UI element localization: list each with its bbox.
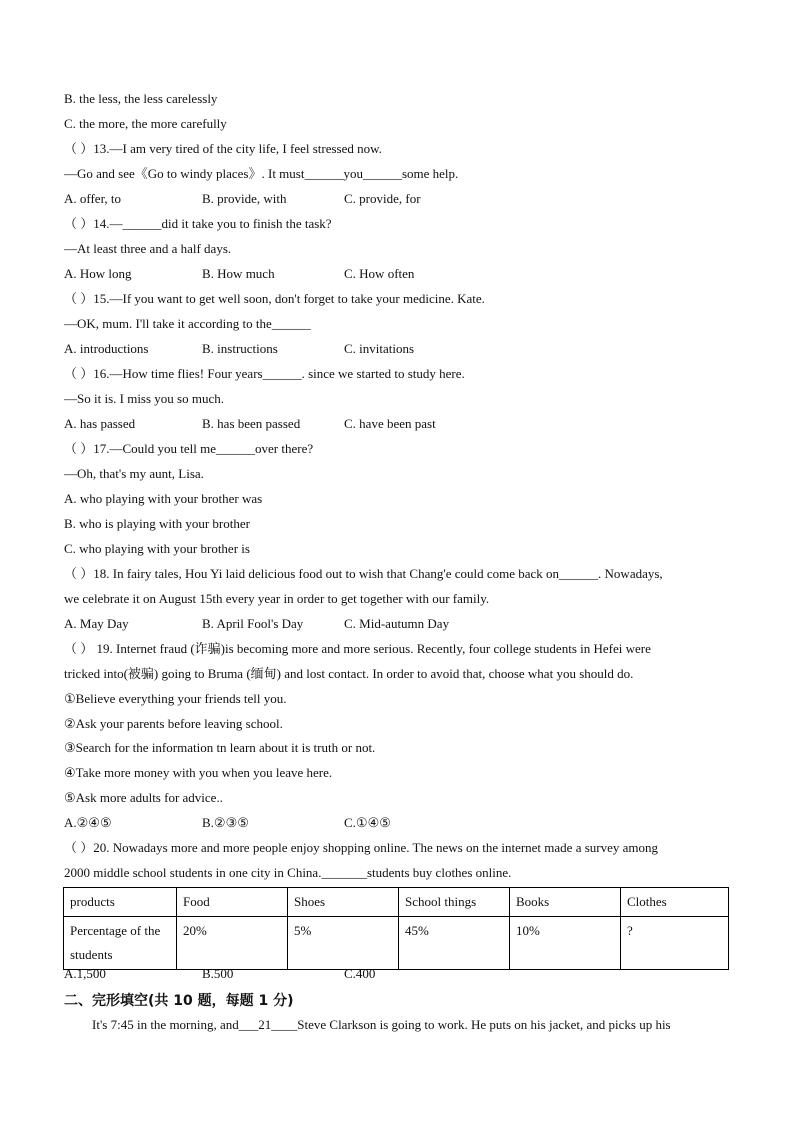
option-c-q12: C. the more, the more carefully — [64, 116, 227, 131]
option-b: B. April Fool's Day — [202, 616, 304, 631]
option-a: A. has passed — [64, 416, 136, 431]
option-a: A. introductions — [64, 341, 149, 356]
question-15: （ ）15.—If you want to get well soon, don't forget to take your medicine. Kate. — [64, 291, 485, 306]
table-header-cell: products — [64, 888, 177, 917]
option-b: B. How much — [202, 266, 275, 281]
question-13-reply: —Go and see《Go to windy places》. It must______you______some help. — [64, 166, 459, 181]
options-q20 — [64, 963, 730, 985]
option-c: C.400 — [344, 966, 376, 981]
option-b-q17: B. who is playing with your brother — [64, 516, 250, 531]
options-q19 — [64, 812, 730, 834]
choice-1: ①Believe everything your friends tell you. — [64, 691, 287, 706]
option-a: A.②④⑤ — [64, 815, 112, 830]
question-14-reply: —At least three and a half days. — [64, 241, 232, 256]
option-b: B.500 — [202, 966, 234, 981]
option-c: C. Mid-autumn Day — [344, 616, 450, 631]
question-19-cont: tricked into(被骗) going to Bruma (缅甸) and lost contact. In order to avoid that, choose what you should do. — [64, 666, 634, 681]
question-15-reply: —OK, mum. I'll take it according to the______ — [64, 316, 311, 331]
question-18: （ ）18. In fairy tales, Hou Yi laid delicious food out to wish that Chang'e could come back on______. Nowadays, — [64, 566, 663, 581]
table-cell: 10% — [510, 917, 621, 970]
table-header-cell: Shoes — [288, 888, 399, 917]
table-header-row — [64, 888, 729, 917]
option-a: A. How long — [64, 266, 132, 281]
question-20-cont: 2000 middle school students in one city in China._______students buy clothes online. — [64, 865, 512, 880]
options-q15 — [64, 338, 730, 360]
table-header-cell: School things — [399, 888, 510, 917]
question-20: （ ）20. Nowadays more and more people enjoy shopping online. The news on the internet made a survey among — [64, 840, 659, 855]
question-16: （ ）16.—How time flies! Four years______. since we started to study here. — [64, 366, 465, 381]
option-b: B. instructions — [202, 341, 278, 356]
table-cell: ? — [621, 917, 729, 970]
option-b: B.②③⑤ — [202, 815, 249, 830]
question-19: （ ） 19. Internet fraud (诈骗)is becoming more and more serious. Recently, four college students in Hefei were — [64, 641, 651, 656]
options-q14 — [64, 263, 730, 285]
question-14: （ ）14.—______did it take you to finish the task? — [64, 216, 332, 231]
table-cell: 20% — [177, 917, 288, 970]
section-title: 二、完形填空(共 10 题，每题 1 分) — [64, 993, 294, 1009]
option-b: B. provide, with — [202, 191, 287, 206]
question-17: （ ）17.—Could you tell me______over there? — [64, 441, 314, 456]
table-cell: 5% — [288, 917, 399, 970]
choice-4: ④Take more money with you when you leave here. — [64, 765, 333, 780]
option-a: A.1,500 — [64, 966, 106, 981]
survey-table — [63, 887, 729, 970]
table-header-cell: Food — [177, 888, 288, 917]
passage-line: It's 7:45 in the morning, and___21____Steve Clarkson is going to work. He puts on his jacket, and picks up his — [92, 1017, 671, 1032]
table-header-cell: Books — [510, 888, 621, 917]
choice-5: ⑤Ask more adults for advice.. — [64, 790, 223, 805]
options-q18 — [64, 613, 730, 635]
option-c: C.①④⑤ — [344, 815, 391, 830]
question-13: （ ）13.—I am very tired of the city life, I feel stressed now. — [64, 141, 382, 156]
option-a-q17: A. who playing with your brother was — [64, 491, 263, 506]
option-c: C. How often — [344, 266, 415, 281]
table-cell: 45% — [399, 917, 510, 970]
options-q13 — [64, 188, 730, 210]
choice-2: ②Ask your parents before leaving school. — [64, 716, 283, 731]
choice-3: ③Search for the information tn learn about it is truth or not. — [64, 740, 376, 755]
option-c: C. invitations — [344, 341, 415, 356]
table-header-cell: Clothes — [621, 888, 729, 917]
option-c: C. have been past — [344, 416, 436, 431]
table-cell: Percentage of the students — [64, 917, 177, 970]
option-c-q17: C. who playing with your brother is — [64, 541, 250, 556]
option-b: B. has been passed — [202, 416, 301, 431]
question-18-cont: we celebrate it on August 15th every year in order to get together with our family. — [64, 591, 490, 606]
question-17-reply: —Oh, that's my aunt, Lisa. — [64, 466, 204, 481]
option-c: C. provide, for — [344, 191, 421, 206]
options-q16 — [64, 413, 730, 435]
option-a: A. offer, to — [64, 191, 122, 206]
option-b-q12: B. the less, the less carelessly — [64, 91, 218, 106]
table-row — [64, 917, 729, 970]
question-16-reply: —So it is. I miss you so much. — [64, 391, 224, 406]
option-a: A. May Day — [64, 616, 129, 631]
